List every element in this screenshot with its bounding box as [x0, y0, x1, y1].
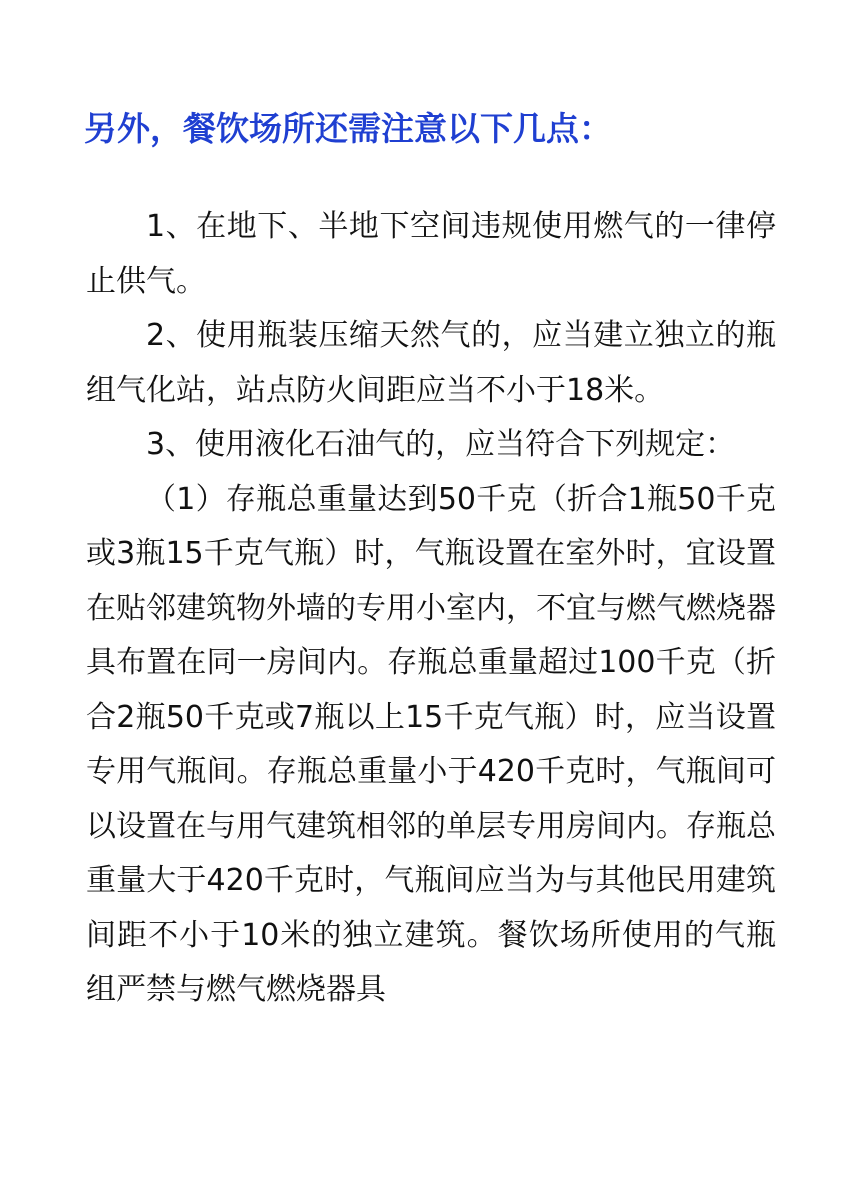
- paragraph-2: 2、使用瓶装压缩天然气的，应当建立独立的瓶组气化站，站点防火间距应当不小于18米。: [86, 318, 776, 408]
- paragraph-4: （1）存瓶总重量达到50千克（折合1瓶50千克或3瓶15千克气瓶）时，气瓶设置在室外时，宜设置在贴邻建筑物外墙的专用小室内，不宜与燃气燃烧器具布置在同一房间内。存瓶总重量超过100千克（折合2瓶50千克或7瓶以上15千克气瓶）时，应当设置专用气瓶间。存瓶总重量小于420千克时，气瓶间可以设置在与用气建筑相邻的单层专用房间内。存瓶总重量大于420千克时，气瓶间应当为与其他民用建筑间距不小于10米的独立建筑。餐饮场所使用的气瓶组严禁与燃气燃烧器具: [86, 481, 776, 1007]
- document-body: [86, 200, 776, 1018]
- document-heading: 另外，餐饮场所还需注意以下几点：: [84, 109, 612, 148]
- paragraph-1: 1、在地下、半地下空间违规使用燃气的一律停止供气。: [86, 209, 776, 299]
- paragraph-3: 3、使用液化石油气的，应当符合下列规定：: [146, 427, 736, 462]
